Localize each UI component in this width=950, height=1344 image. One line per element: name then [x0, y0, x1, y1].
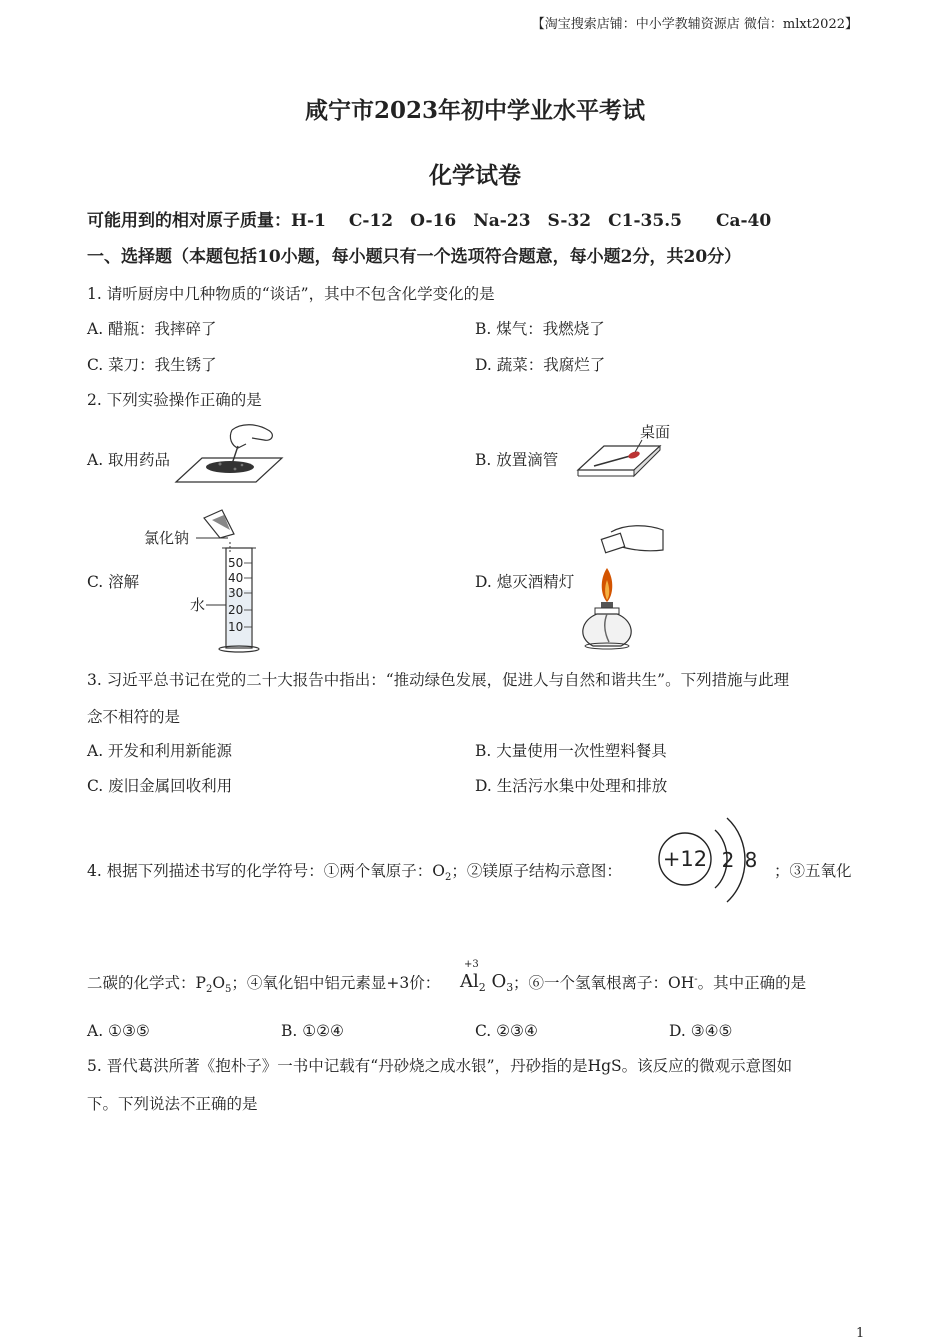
question-4-option-d: D. ③④⑤ — [669, 1022, 733, 1040]
taking-chemicals-figure — [172, 418, 284, 486]
question-4-line-2: 二碳的化学式：$P_2O_5$；④氧化铝中铝元素显+3价： — [87, 974, 441, 995]
question-4-line-1: 4. 根据下列描述书写的化学符号：①两个氧原子：$O_2$；②镁原子结构示意图： — [87, 862, 622, 883]
question-3-option-b: B. 大量使用一次性塑料餐具 — [475, 742, 667, 760]
header-note: 【淘宝搜索店铺：中小学教辅资源店 微信：mlxt2022】 — [531, 17, 858, 32]
question-2-option-a: A. 取用药品 — [87, 451, 171, 469]
question-2-option-d: D. 熄灭酒精灯 — [475, 573, 575, 591]
question-3-stem-line-2: 念不相符的是 — [87, 708, 181, 726]
question-1-option-d: D. 蔬菜：我腐烂了 — [475, 356, 606, 374]
page-number: 1 — [856, 1326, 865, 1341]
alcohol-lamp-figure — [575, 520, 667, 652]
exam-title: 咸宁市2023年初中学业水平考试 — [304, 97, 645, 124]
exam-subtitle: 化学试卷 — [429, 162, 521, 189]
question-4-line-1-end: ；③五氧化 — [774, 862, 852, 880]
svg-text:10: 10 — [228, 620, 244, 634]
svg-text:50: 50 — [228, 556, 244, 570]
question-4-option-b: B. ①②④ — [281, 1022, 344, 1040]
question-1-option-b: B. 煤气：我燃烧了 — [475, 320, 605, 338]
measuring-cylinder-figure — [140, 508, 260, 653]
shell-1-electrons: 2 — [721, 848, 735, 872]
question-5-stem-line-1: 5. 晋代葛洪所著《抱朴子》一书中记载有“丹砂烧之成水银”，丹砂指的是HgS。该反应的微观示意图如 — [87, 1057, 793, 1075]
svg-text:20: 20 — [228, 603, 244, 617]
question-3-stem-line-1: 3. 习近平总书记在党的二十大报告中指出：“推动绿色发展，促进人与自然和谐共生”。下列措施与此理 — [87, 671, 790, 689]
aluminium-valence: +3 — [464, 959, 479, 970]
svg-text:40: 40 — [228, 571, 244, 585]
water-label: 水 — [190, 596, 206, 614]
question-4-option-c: C. ②③④ — [475, 1022, 538, 1040]
question-3-option-a: A. 开发和利用新能源 — [87, 742, 233, 760]
question-4-line-2-end: ；⑥一个氢氧根离子：OH-。其中正确的是 — [513, 974, 807, 992]
question-1-option-c: C. 菜刀：我生锈了 — [87, 356, 217, 374]
aluminium-oxide-formula: $Al_2$ $O_3$ — [460, 971, 514, 994]
question-3-option-d: D. 生活污水集中处理和排放 — [475, 777, 668, 795]
atomic-masses: 可能用到的相对原子质量：H-1 C-12 O-16 Na-23 S-32 C1-35.5 Ca-40 — [87, 211, 772, 231]
section-heading: 一、选择题（本题包括10小题，每小题只有一个选项符合题意，每小题2分，共20分） — [87, 247, 742, 267]
question-2-option-b: B. 放置滴管 — [475, 451, 559, 469]
question-5-stem-line-2: 下。下列说法不正确的是 — [87, 1095, 258, 1113]
question-1-option-a: A. 醋瓶：我摔碎了 — [87, 320, 217, 338]
nucleus-charge: +12 — [662, 847, 708, 871]
question-2-stem: 2. 下列实验操作正确的是 — [87, 391, 262, 409]
shell-2-electrons: 8 — [744, 848, 758, 872]
svg-text:30: 30 — [228, 586, 244, 600]
question-1-stem: 1. 请听厨房中几种物质的“谈话”，其中不包含化学变化的是 — [87, 285, 495, 303]
question-3-option-c: C. 废旧金属回收利用 — [87, 777, 233, 795]
dropper-on-desk-figure — [574, 420, 674, 486]
magnesium-atom-diagram — [655, 806, 758, 914]
sodium-chloride-label: 氯化钠 — [144, 529, 190, 547]
question-2-option-c: C. 溶解 — [87, 573, 140, 591]
desk-label: 桌面 — [640, 423, 671, 441]
question-4-option-a: A. ①③⑤ — [87, 1022, 150, 1040]
